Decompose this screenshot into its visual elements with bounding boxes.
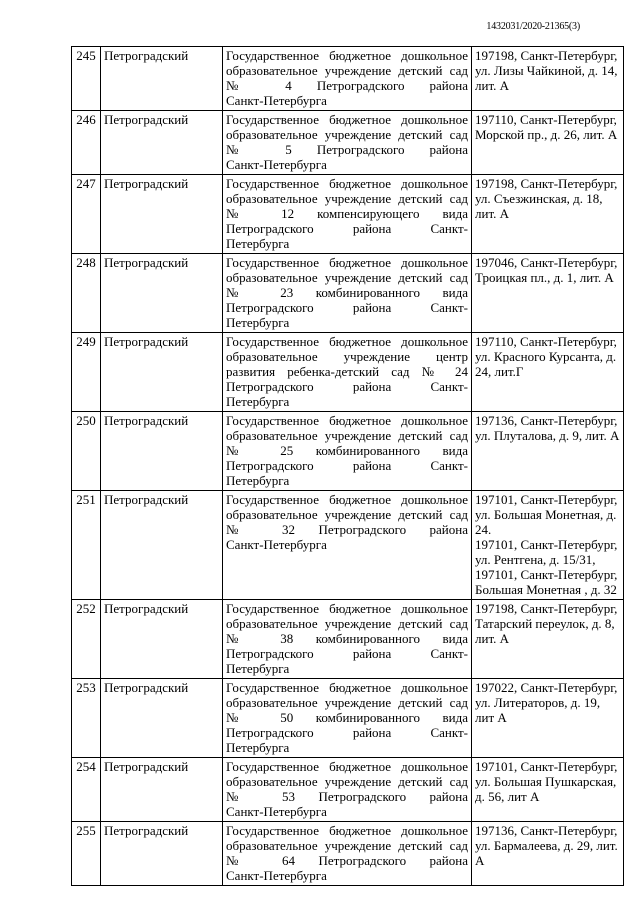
district-cell: Петроградский [101,758,223,822]
address-line: 197136, Санкт-Петербург, ул. Плуталова, д. 9, лит. А [475,413,620,443]
institution-name-cell [223,175,472,254]
institution-name-line: Государственное бюджетное дошкольное [226,759,468,774]
district-cell: Петроградский [101,412,223,491]
institution-name-cell [223,254,472,333]
district-cell: Петроградский [101,679,223,758]
table-row [72,491,624,600]
row-number: 245 [72,47,101,111]
row-number: 249 [72,333,101,412]
institution-name-cell [223,47,472,111]
institution-name-line: Государственное бюджетное дошкольное [226,413,468,428]
district-cell: Петроградский [101,111,223,175]
institution-name-line: образовательное учреждение детский сад [226,63,468,78]
institution-name-line: Государственное бюджетное дошкольное [226,255,468,270]
row-number: 254 [72,758,101,822]
address-cell [472,679,624,758]
address-line: 197046, Санкт-Петербург, Троицкая пл., д. 1, лит. А [475,255,618,285]
address-cell [472,175,624,254]
institution-name-line: Государственное бюджетное дошкольное [226,823,468,838]
institution-name-line: № 32 Петроградского района [226,522,468,537]
institution-name-line: № 38 комбинированного вида [226,631,468,646]
row-number: 247 [72,175,101,254]
address-line: 197198, Санкт-Петербург, ул. Съезжинская, д. 18, лит. А [475,176,618,221]
address-line: 197110, Санкт-Петербург, Морской пр., д. 26, лит. А [475,112,618,142]
institution-name-line: образовательное учреждение детский сад [226,191,468,206]
institution-name-line: образовательное учреждение детский сад [226,270,468,285]
institution-name-line: Государственное бюджетное дошкольное [226,334,468,349]
district-cell: Петроградский [101,175,223,254]
institution-name-line: Государственное бюджетное дошкольное [226,601,468,616]
address-cell [472,822,624,886]
institution-name-line: Петроградского района Санкт- [226,458,468,473]
row-number: 255 [72,822,101,886]
institution-name-line: образовательное учреждение детский сад [226,507,468,522]
district-cell: Петроградский [101,491,223,600]
institution-name-line: развития ребенка-детский сад № 24 [226,364,468,379]
institution-name-line: Петроградского района Санкт- [226,646,468,661]
institution-name-line: образовательное учреждение центр [226,349,468,364]
institution-name-cell [223,822,472,886]
institution-name-cell [223,491,472,600]
institution-name-line: № 64 Петроградского района [226,853,468,868]
district-cell: Петроградский [101,254,223,333]
row-number: 252 [72,600,101,679]
district-cell: Петроградский [101,822,223,886]
institution-name-line: Петроградского района Санкт- [226,300,468,315]
district-cell: Петроградский [101,333,223,412]
institution-name-line: Петроградского района Санкт- [226,221,468,236]
institutions-table [71,46,624,886]
institution-name-cell [223,758,472,822]
table-row [72,758,624,822]
institution-name-line: Санкт-Петербурга [226,804,327,819]
institution-name-line: Государственное бюджетное дошкольное [226,680,468,695]
institution-name-cell [223,412,472,491]
address-cell [472,758,624,822]
institution-name-line: образовательное учреждение детский сад [226,428,468,443]
address-line: 197022, Санкт-Петербург, ул. Литераторов, д. 19, лит А [475,680,618,725]
institution-name-line: Петербурга [226,394,290,409]
institution-name-line: образовательное учреждение детский сад [226,774,468,789]
institution-name-line: Петроградского района Санкт- [226,725,468,740]
table-row [72,111,624,175]
table-row [72,412,624,491]
address-line: 197198, Санкт-Петербург, ул. Лизы Чайкиной, д. 14, лит. А [475,48,618,93]
row-number: 248 [72,254,101,333]
address-cell [472,333,624,412]
table-row [72,679,624,758]
institution-name-line: образовательное учреждение детский сад [226,127,468,142]
address-line: 197101, Санкт-Петербург, Большая Монетная , д. 32 [475,567,618,597]
row-number: 253 [72,679,101,758]
institution-name-line: Государственное бюджетное дошкольное [226,176,468,191]
institution-name-line: Государственное бюджетное дошкольное [226,492,468,507]
table-body [72,47,624,886]
institution-name-line: Санкт-Петербурга [226,93,327,108]
institution-name-cell [223,679,472,758]
institution-name-cell [223,333,472,412]
institution-name-line: образовательное учреждение детский сад [226,695,468,710]
address-line: 197198, Санкт-Петербург, Татарский переулок, д. 8, лит. А [475,601,618,646]
institution-name-line: Петербурга [226,473,290,488]
institution-name-line: № 53 Петроградского района [226,789,468,804]
table-row [72,175,624,254]
table-row [72,47,624,111]
institution-name-line: Санкт-Петербурга [226,868,327,883]
institution-name-line: Петербурга [226,315,290,330]
row-number: 251 [72,491,101,600]
district-cell: Петроградский [101,47,223,111]
address-cell [472,491,624,600]
institution-name-line: № 25 комбинированного вида [226,443,468,458]
institution-name-line: № 4 Петроградского района [226,78,468,93]
institution-name-line: Петербурга [226,236,290,251]
document-number: 1432031/2020-21365(3) [486,21,580,32]
institution-name-line: Государственное бюджетное дошкольное [226,112,468,127]
institution-name-line: образовательное учреждение детский сад [226,838,468,853]
institution-name-cell [223,600,472,679]
address-line: 197101, Санкт-Петербург, ул. Большая Пушкарская, д. 56, лит А [475,759,618,804]
address-line: 197136, Санкт-Петербург, ул. Бармалеева, д. 29, лит. А [475,823,618,868]
address-line: 197110, Санкт-Петербург, ул. Красного Курсанта, д. 24, лит.Г [475,334,617,379]
address-cell [472,111,624,175]
institution-name-line: Санкт-Петербурга [226,537,327,552]
institution-name-line: № 23 комбинированного вида [226,285,468,300]
institution-name-line: образовательное учреждение детский сад [226,616,468,631]
row-number: 250 [72,412,101,491]
address-line: 197101, Санкт-Петербург, ул. Рентгена, д. 15/31, [475,537,618,567]
table-row [72,254,624,333]
institution-name-line: Государственное бюджетное дошкольное [226,48,468,63]
institution-name-line: № 5 Петроградского района [226,142,468,157]
table-row [72,333,624,412]
address-cell [472,600,624,679]
district-cell: Петроградский [101,600,223,679]
row-number: 246 [72,111,101,175]
institution-name-line: № 50 комбинированного вида [226,710,468,725]
institution-name-line: Петербурга [226,740,290,755]
table-row [72,822,624,886]
institution-name-line: № 12 компенсирующего вида [226,206,468,221]
institution-name-cell [223,111,472,175]
address-line: 197101, Санкт-Петербург, ул. Большая Монетная, д. 24. [475,492,618,537]
institution-name-line: Санкт-Петербурга [226,157,327,172]
address-cell [472,412,624,491]
table-row [72,600,624,679]
address-cell [472,254,624,333]
institution-name-line: Петербурга [226,661,290,676]
institution-name-line: Петроградского района Санкт- [226,379,468,394]
address-cell [472,47,624,111]
